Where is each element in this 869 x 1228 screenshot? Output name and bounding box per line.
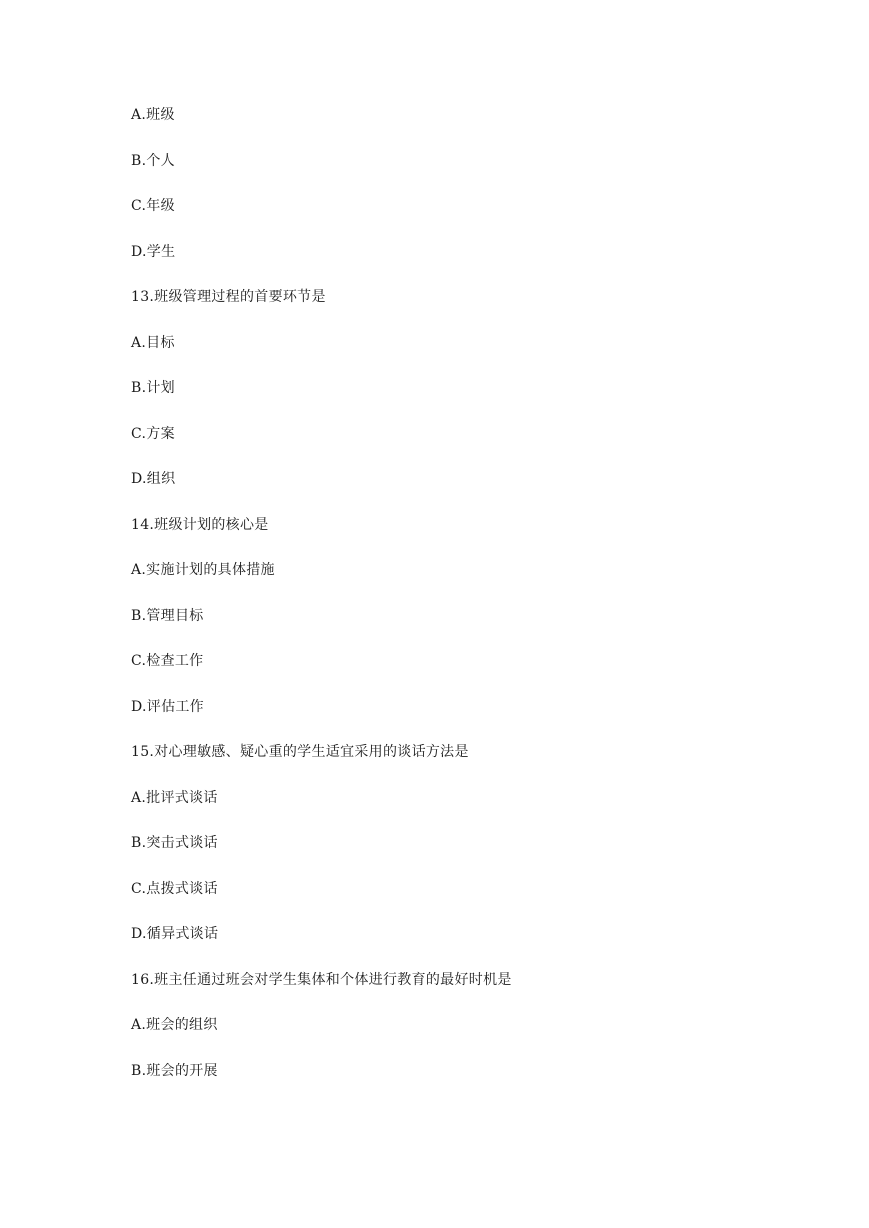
q13-option-a: A.目标 (131, 335, 175, 351)
q13-option-b: B.计划 (131, 380, 175, 396)
q13-option-c: C.方案 (131, 426, 175, 442)
q14-option-c: C.检查工作 (131, 653, 204, 669)
q16-option-a: A.班会的组织 (131, 1017, 218, 1033)
question-14-text: 14.班级计划的核心是 (131, 517, 269, 533)
question-16-text: 16.班主任通过班会对学生集体和个体进行教育的最好时机是 (131, 972, 512, 988)
q16-option-b: B.班会的开展 (131, 1063, 218, 1079)
q14-option-b: B.管理目标 (131, 608, 204, 624)
q15-option-b: B.突击式谈话 (131, 835, 218, 851)
q14-option-a: A.实施计划的具体措施 (131, 562, 275, 578)
option-d-text: D.学生 (131, 244, 176, 260)
q14-option-d: D.评估工作 (131, 699, 204, 715)
option-b-text: B.个人 (131, 153, 175, 169)
question-13-text: 13.班级管理过程的首要环节是 (131, 289, 326, 305)
q15-option-c: C.点拨式谈话 (131, 881, 218, 897)
option-a-text: A.班级 (131, 107, 175, 123)
option-c-text: C.年级 (131, 198, 175, 214)
q15-option-d: D.循异式谈话 (131, 926, 219, 942)
q15-option-a: A.批评式谈话 (131, 790, 218, 806)
question-15-text: 15.对心理敏感、疑心重的学生适宜采用的谈话方法是 (131, 744, 469, 760)
q13-option-d: D.组织 (131, 471, 176, 487)
